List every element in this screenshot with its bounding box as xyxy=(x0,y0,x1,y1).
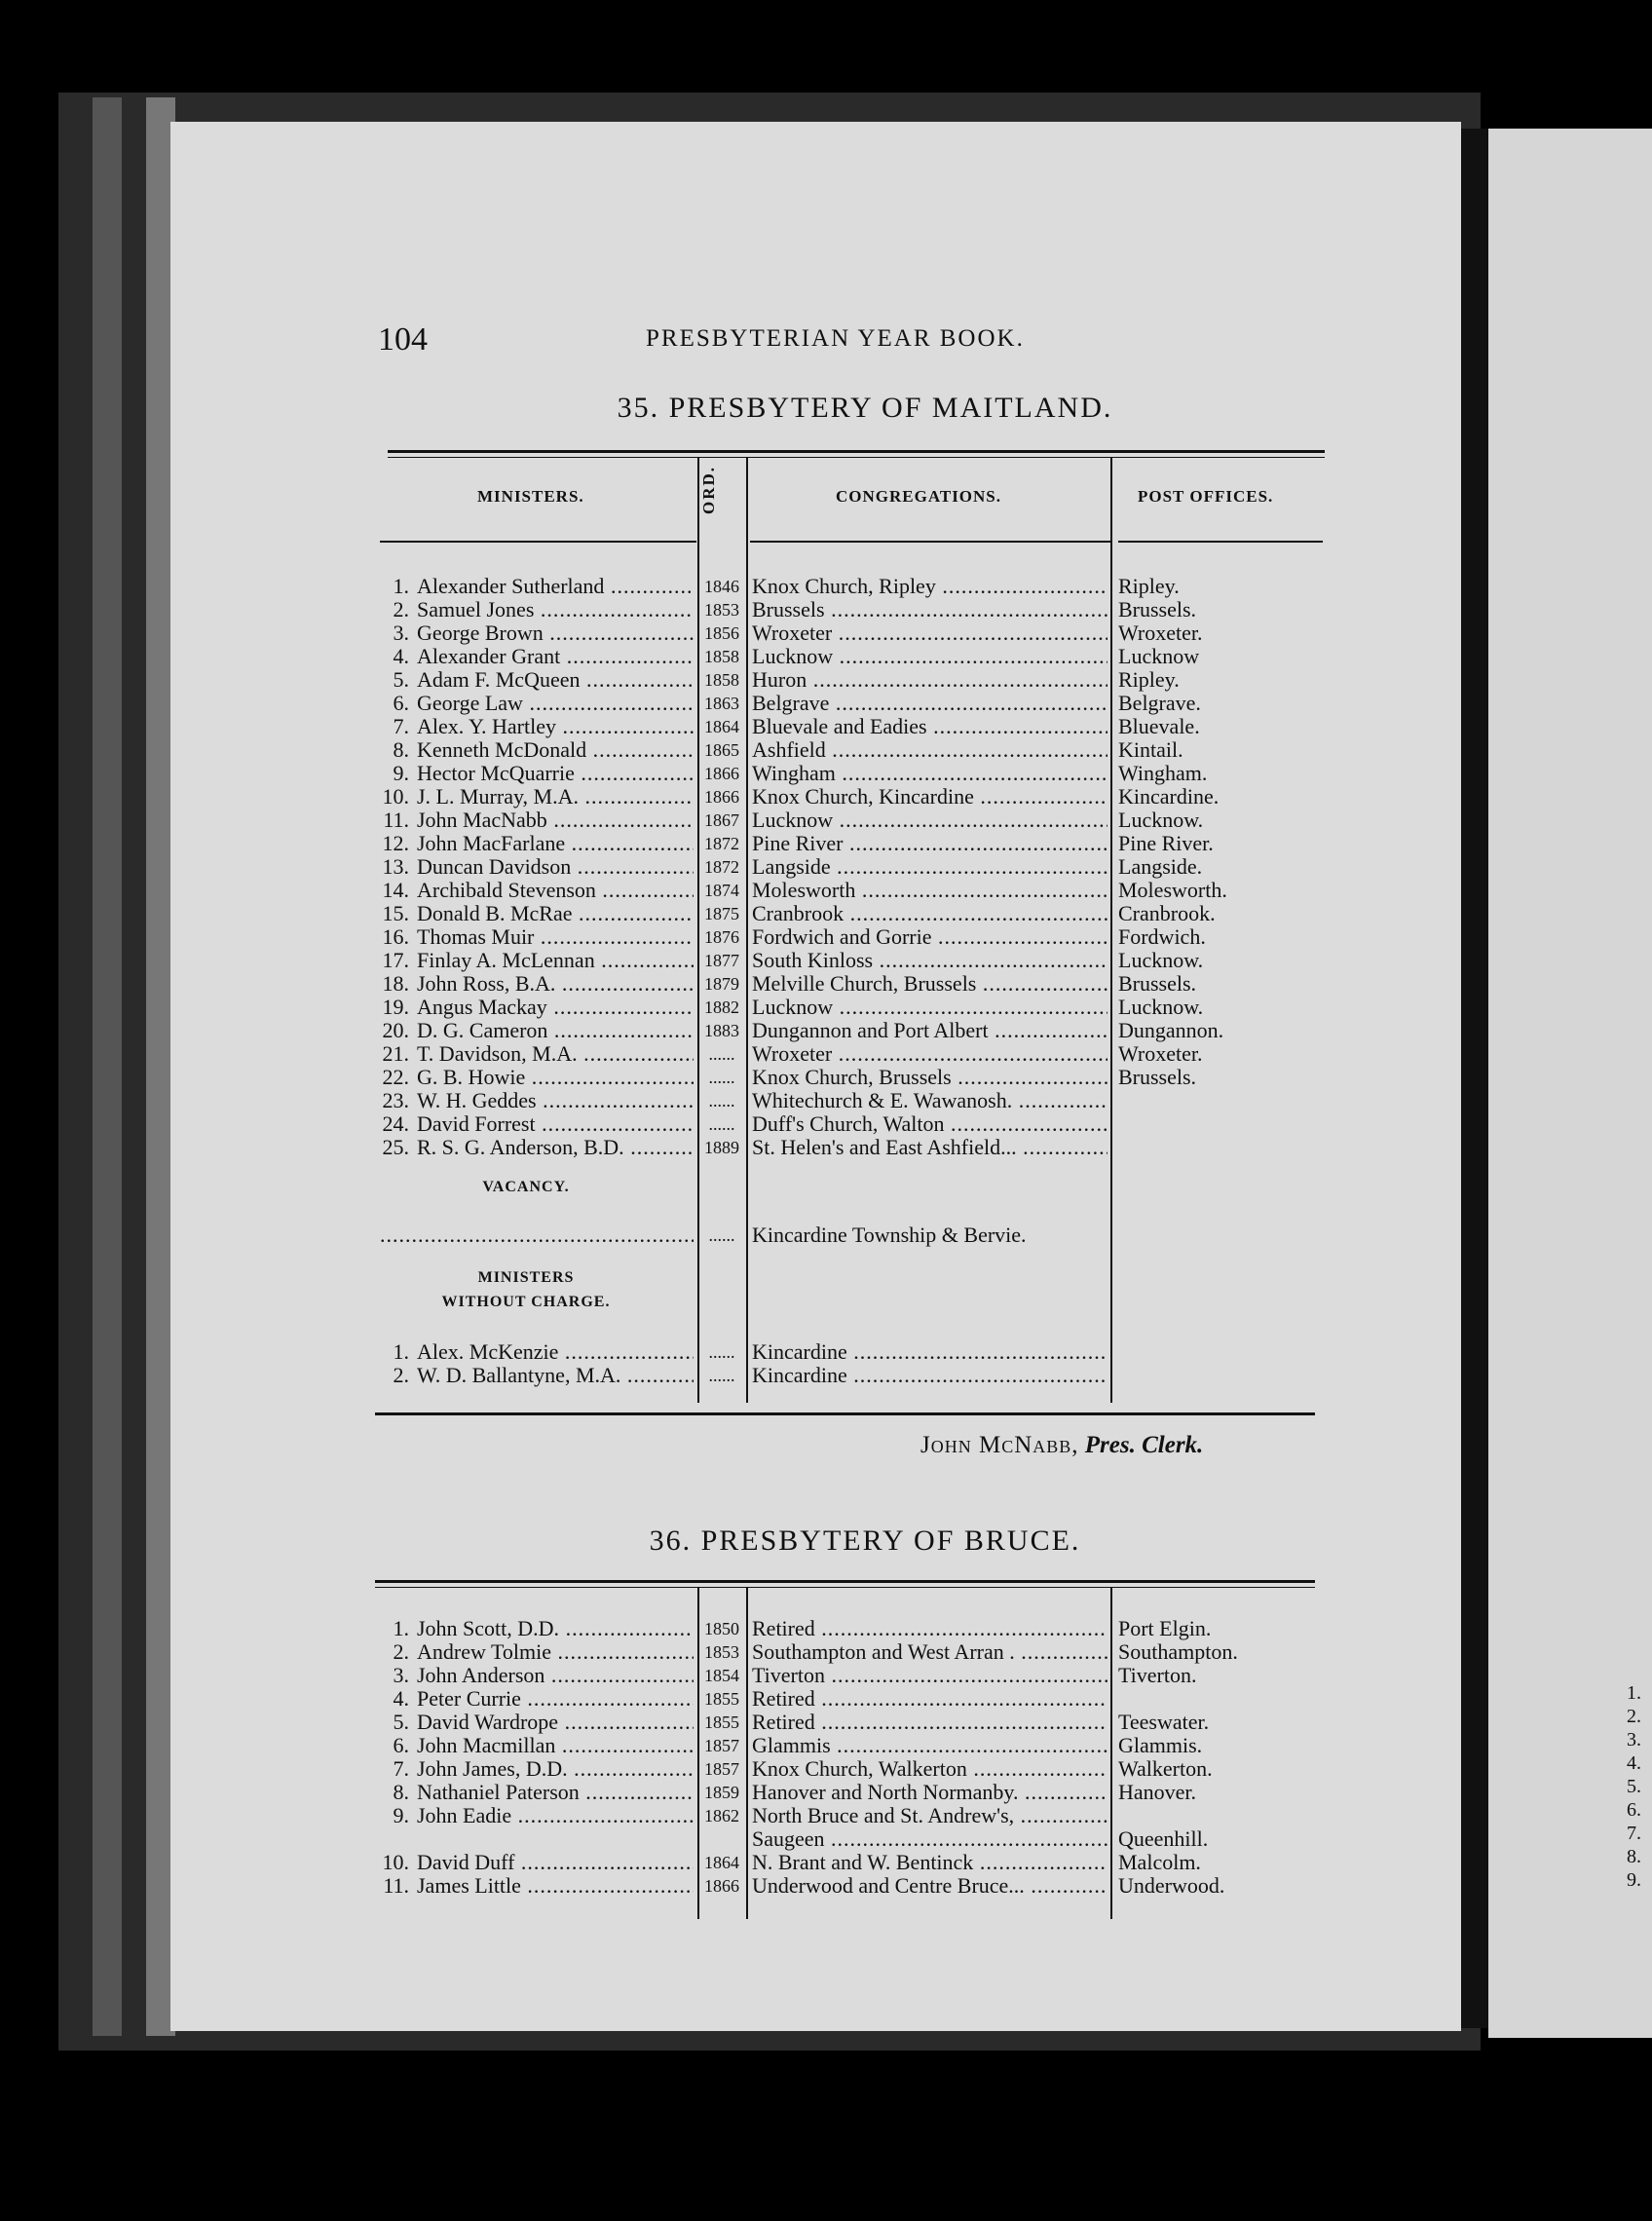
congregation: Kincardine ..... xyxy=(752,1340,1108,1364)
header-ministers: MINISTERS. xyxy=(477,487,584,506)
post-office: Wingham. xyxy=(1118,761,1208,785)
row-number: 6. xyxy=(393,1733,409,1757)
fragment-text: 8. xyxy=(1627,1846,1641,1867)
minister-name: John MacFarlane ..... xyxy=(417,832,694,855)
fragment-text: 2. xyxy=(1627,1706,1641,1727)
ord-year: 1864 xyxy=(704,717,739,736)
minister-name: Alex. Y. Hartley ..... xyxy=(417,715,694,738)
row-number: 3. xyxy=(393,1663,409,1687)
vacancy-heading: VACANCY. xyxy=(482,1179,570,1195)
post-office: Underwood. xyxy=(1118,1873,1225,1898)
minister-name: David Duff ..... xyxy=(417,1851,694,1874)
header-ord: ORD. xyxy=(699,465,718,514)
ord-year: 1855 xyxy=(704,1689,739,1709)
minister-name: John James, D.D. ..... xyxy=(417,1757,694,1781)
post-office: Wroxeter. xyxy=(1118,1041,1203,1066)
minister-name: Adam F. McQueen ..... xyxy=(417,668,694,692)
ord-year: ...... xyxy=(708,1342,735,1362)
congregation: Brussels ..... xyxy=(752,598,1108,621)
post-office: Lucknow. xyxy=(1118,808,1204,832)
ord-year: 1882 xyxy=(704,998,739,1017)
post-office: Brussels. xyxy=(1118,971,1197,996)
row-number: 25. xyxy=(382,1135,409,1159)
congregation: Kincardine Township & Bervie. xyxy=(752,1223,1027,1247)
congregation: Retired ..... xyxy=(752,1711,1108,1734)
table-rule xyxy=(375,1587,1315,1588)
ord-year: ...... xyxy=(708,1114,735,1134)
post-office: Belgrave. xyxy=(1118,691,1201,715)
minister-name: George Brown ..... xyxy=(417,621,694,645)
ord-year: 1867 xyxy=(704,810,739,830)
section-title-bruce: 36. PRESBYTERY OF BRUCE. xyxy=(649,1525,1081,1557)
ord-year: 1850 xyxy=(704,1619,739,1638)
row-number: 4. xyxy=(393,1686,409,1711)
page-stack-edge xyxy=(93,97,122,2036)
congregation: Langside ..... xyxy=(752,855,1108,879)
row-number: 7. xyxy=(393,1756,409,1781)
post-office: Brussels. xyxy=(1118,1065,1197,1089)
row-number: 2. xyxy=(393,1639,409,1664)
post-office: Walkerton. xyxy=(1118,1756,1213,1781)
fragment-text: 9. xyxy=(1627,1869,1641,1891)
row-number: 23. xyxy=(382,1088,409,1112)
congregation: Belgrave ..... xyxy=(752,692,1108,715)
congregation: Whitechurch & E. Wawanosh. ..... xyxy=(752,1089,1108,1112)
minister-name: Archibald Stevenson ..... xyxy=(417,879,694,902)
table-rule xyxy=(388,457,1325,458)
ord-year: 1874 xyxy=(704,881,739,900)
row-number: 9. xyxy=(393,1803,409,1827)
congregation: Lucknow ..... xyxy=(752,645,1108,668)
facing-page-edge xyxy=(1488,129,1652,2038)
post-office: Wroxeter. xyxy=(1118,621,1203,645)
ord-year: 1857 xyxy=(704,1736,739,1755)
congregation: Knox Church, Walkerton ..... xyxy=(752,1757,1108,1781)
row-number: 1. xyxy=(393,574,409,598)
row-number: 7. xyxy=(393,714,409,738)
minister-name: George Law ..... xyxy=(417,692,694,715)
post-office: Bluevale. xyxy=(1118,714,1200,738)
running-head xyxy=(378,321,1362,360)
minister-name: Kenneth McDonald ..... xyxy=(417,738,694,762)
congregation: Bluevale and Eadies ..... xyxy=(752,715,1108,738)
post-office: Molesworth. xyxy=(1118,878,1227,902)
post-office: Ripley. xyxy=(1118,574,1180,598)
congregation: Knox Church, Brussels ..... xyxy=(752,1066,1108,1089)
congregation: Glammis ..... xyxy=(752,1734,1108,1757)
congregation: Wroxeter ..... xyxy=(752,621,1108,645)
congregation: Underwood and Centre Bruce... ..... xyxy=(752,1874,1108,1898)
ord-year: 1872 xyxy=(704,857,739,877)
fragment-text: 1. xyxy=(1627,1682,1641,1704)
row-number: 3. xyxy=(393,621,409,645)
page-number: 104 xyxy=(378,321,428,358)
post-office: Kincardine. xyxy=(1118,784,1220,809)
post-office: Port Elgin. xyxy=(1118,1616,1212,1640)
row-number: 5. xyxy=(393,1710,409,1734)
fragment-text: 4. xyxy=(1627,1752,1641,1774)
minister-name: Hector McQuarrie ..... xyxy=(417,762,694,785)
row-number: 22. xyxy=(382,1065,409,1089)
table-rule xyxy=(375,1580,1315,1583)
ord-year: 1866 xyxy=(704,1876,739,1896)
table-rule xyxy=(750,541,1110,543)
ord-year: 1864 xyxy=(704,1853,739,1872)
minister-name: John Eadie ..... xyxy=(417,1804,694,1827)
minister-name: R. S. G. Anderson, B.D. ..... xyxy=(417,1136,694,1159)
ord-year: ...... xyxy=(708,1068,735,1087)
congregation: Lucknow ..... xyxy=(752,809,1108,832)
table-rule xyxy=(1118,541,1323,543)
minister-name: G. B. Howie ..... xyxy=(417,1066,694,1089)
minister-name: Donald B. McRae ..... xyxy=(417,902,694,925)
ord-year: 1866 xyxy=(704,787,739,807)
minister-name: T. Davidson, M.A. ..... xyxy=(417,1042,694,1066)
ord-year: 1854 xyxy=(704,1666,739,1685)
ord-year: 1858 xyxy=(704,647,739,666)
minister-name: James Little ..... xyxy=(417,1874,694,1898)
row-number: 4. xyxy=(393,644,409,668)
ord-year: ...... xyxy=(708,1044,735,1064)
congregation: Molesworth ..... xyxy=(752,879,1108,902)
row-number: 5. xyxy=(393,667,409,692)
congregation: Lucknow ..... xyxy=(752,996,1108,1019)
ord-year: 1883 xyxy=(704,1021,739,1040)
row-number: 1. xyxy=(393,1339,409,1364)
congregation: Cranbrook ..... xyxy=(752,902,1108,925)
ord-year: 1858 xyxy=(704,670,739,690)
minister-name: John Scott, D.D. ..... xyxy=(417,1617,694,1640)
ord-year: ...... xyxy=(708,1225,735,1245)
congregation: St. Helen's and East Ashfield... ..... xyxy=(752,1136,1108,1159)
column-divider xyxy=(746,458,748,1403)
header-post-offices: POST OFFICES. xyxy=(1138,487,1274,506)
fragment-text: 7. xyxy=(1627,1823,1641,1844)
minister-name: W. D. Ballantyne, M.A. ..... xyxy=(417,1364,694,1387)
congregation: North Bruce and St. Andrew's, ..... xyxy=(752,1804,1108,1827)
row-number: 18. xyxy=(382,971,409,996)
congregation: Knox Church, Ripley ..... xyxy=(752,575,1108,598)
congregation: Dungannon and Port Albert ..... xyxy=(752,1019,1108,1042)
fragment-text: 3. xyxy=(1627,1729,1641,1750)
ord-year: 1863 xyxy=(704,694,739,713)
congregation: Melville Church, Brussels ..... xyxy=(752,972,1108,996)
minister-name: John MacNabb ..... xyxy=(417,809,694,832)
minister-name: Duncan Davidson ..... xyxy=(417,855,694,879)
row-number: 15. xyxy=(382,901,409,925)
row-number: 20. xyxy=(382,1018,409,1042)
congregation: Duff's Church, Walton ..... xyxy=(752,1112,1108,1136)
post-office: Teeswater. xyxy=(1118,1710,1210,1734)
congregation: Kincardine ..... xyxy=(752,1364,1108,1387)
ord-year: 1876 xyxy=(704,927,739,947)
post-office: Glammis. xyxy=(1118,1733,1203,1757)
book-spine xyxy=(1461,129,1488,2028)
vacancy-leader xyxy=(380,1223,694,1247)
congregation: Pine River ..... xyxy=(752,832,1108,855)
row-number: 2. xyxy=(393,597,409,621)
post-office: Dungannon. xyxy=(1118,1018,1224,1042)
row-number: 16. xyxy=(382,924,409,949)
ord-year: 1853 xyxy=(704,1642,739,1662)
header-congregations: CONGREGATIONS. xyxy=(836,487,1002,506)
ord-year: 1862 xyxy=(704,1806,739,1826)
minister-name: W. H. Geddes ..... xyxy=(417,1089,694,1112)
post-office: Malcolm. xyxy=(1118,1850,1201,1874)
ord-year: 1855 xyxy=(704,1713,739,1732)
minister-name: Alex. McKenzie ..... xyxy=(417,1340,694,1364)
row-number: 8. xyxy=(393,1780,409,1804)
without-charge-heading: MINISTERS xyxy=(477,1269,575,1286)
row-number: 1. xyxy=(393,1616,409,1640)
congregation: Knox Church, Kincardine ..... xyxy=(752,785,1108,809)
ord-year: 1853 xyxy=(704,600,739,620)
fragment-text: 5. xyxy=(1627,1776,1641,1797)
congregation: South Kinloss ..... xyxy=(752,949,1108,972)
minister-name: Angus Mackay ..... xyxy=(417,996,694,1019)
minister-name: Peter Currie ..... xyxy=(417,1687,694,1711)
congregation: Retired ..... xyxy=(752,1617,1108,1640)
minister-name: Alexander Grant ..... xyxy=(417,645,694,668)
congregation: Fordwich and Gorrie ..... xyxy=(752,925,1108,949)
ord-year: 1856 xyxy=(704,623,739,643)
table-rule xyxy=(380,541,696,543)
section-title-maitland: 35. PRESBYTERY OF MAITLAND. xyxy=(617,392,1113,424)
minister-name: John Macmillan ..... xyxy=(417,1734,694,1757)
row-number: 24. xyxy=(382,1111,409,1136)
minister-name: Alexander Sutherland ..... xyxy=(417,575,694,598)
row-number: 11. xyxy=(383,1873,409,1898)
minister-name: David Forrest ..... xyxy=(417,1112,694,1136)
table-rule xyxy=(388,450,1325,453)
row-number: 10. xyxy=(382,784,409,809)
minister-name: Finlay A. McLennan ..... xyxy=(417,949,694,972)
without-charge-heading: WITHOUT CHARGE. xyxy=(441,1294,611,1310)
row-number: 13. xyxy=(382,854,409,879)
congregation: Southampton and West Arran . ..... xyxy=(752,1640,1108,1664)
row-number: 2. xyxy=(393,1363,409,1387)
clerk-title: Pres. Clerk. xyxy=(1084,1432,1204,1458)
post-office: Kintail. xyxy=(1118,737,1183,762)
clerk-name: John McNabb, xyxy=(920,1432,1079,1458)
minister-name: Andrew Tolmie ..... xyxy=(417,1640,694,1664)
running-title: PRESBYTERIAN YEAR BOOK. xyxy=(646,325,1025,352)
minister-name: J. L. Murray, M.A. ..... xyxy=(417,785,694,809)
post-office: Cranbrook. xyxy=(1118,901,1216,925)
congregation: Retired ..... xyxy=(752,1687,1108,1711)
post-office: Tiverton. xyxy=(1118,1663,1197,1687)
ord-year: 1889 xyxy=(704,1138,739,1157)
ord-year: 1879 xyxy=(704,974,739,994)
congregation: Saugeen ..... xyxy=(752,1827,1108,1851)
post-office: Lucknow xyxy=(1118,644,1200,668)
post-office: Southampton. xyxy=(1118,1639,1238,1664)
post-office: Brussels. xyxy=(1118,597,1197,621)
post-office: Lucknow. xyxy=(1118,948,1204,972)
row-number: 19. xyxy=(382,995,409,1019)
congregation: N. Brant and W. Bentinck ..... xyxy=(752,1851,1108,1874)
ord-year: 1877 xyxy=(704,951,739,970)
ord-year: 1875 xyxy=(704,904,739,923)
ord-year: 1872 xyxy=(704,834,739,853)
post-office: Queenhill. xyxy=(1118,1826,1209,1851)
clerk-signature xyxy=(920,1432,1203,1459)
congregation: Wingham ..... xyxy=(752,762,1108,785)
congregation: Ashfield ..... xyxy=(752,738,1108,762)
post-office: Hanover. xyxy=(1118,1780,1197,1804)
ord-year: 1857 xyxy=(704,1759,739,1779)
minister-name: John Ross, B.A. ..... xyxy=(417,972,694,996)
column-divider xyxy=(1110,1588,1112,1919)
minister-name: John Anderson ..... xyxy=(417,1664,694,1687)
row-number: 9. xyxy=(393,761,409,785)
column-divider xyxy=(1110,458,1112,1403)
minister-name: Nathaniel Paterson ..... xyxy=(417,1781,694,1804)
post-office: Fordwich. xyxy=(1118,924,1206,949)
column-divider xyxy=(746,1588,748,1919)
row-number: 14. xyxy=(382,878,409,902)
congregation: Wroxeter ..... xyxy=(752,1042,1108,1066)
row-number: 11. xyxy=(383,808,409,832)
row-number: 6. xyxy=(393,691,409,715)
post-office: Lucknow. xyxy=(1118,995,1204,1019)
row-number: 12. xyxy=(382,831,409,855)
congregation: Hanover and North Normanby. ..... xyxy=(752,1781,1108,1804)
row-number: 8. xyxy=(393,737,409,762)
row-number: 10. xyxy=(382,1850,409,1874)
ord-year: ...... xyxy=(708,1091,735,1110)
ord-year: ...... xyxy=(708,1366,735,1385)
row-number: 17. xyxy=(382,948,409,972)
table-rule xyxy=(375,1412,1315,1415)
ord-year: 1866 xyxy=(704,764,739,783)
fragment-text: 6. xyxy=(1627,1799,1641,1821)
minister-name: Samuel Jones ..... xyxy=(417,598,694,621)
minister-name: D. G. Cameron ..... xyxy=(417,1019,694,1042)
ord-year: 1859 xyxy=(704,1783,739,1802)
post-office: Langside. xyxy=(1118,854,1203,879)
ord-year: 1865 xyxy=(704,740,739,760)
row-number: 21. xyxy=(382,1041,409,1066)
post-office: Ripley. xyxy=(1118,667,1180,692)
ord-year: 1846 xyxy=(704,577,739,596)
minister-name: Thomas Muir ..... xyxy=(417,925,694,949)
congregation: Huron ..... xyxy=(752,668,1108,692)
post-office: Pine River. xyxy=(1118,831,1214,855)
congregation: Tiverton ..... xyxy=(752,1664,1108,1687)
minister-name: David Wardrope ..... xyxy=(417,1711,694,1734)
